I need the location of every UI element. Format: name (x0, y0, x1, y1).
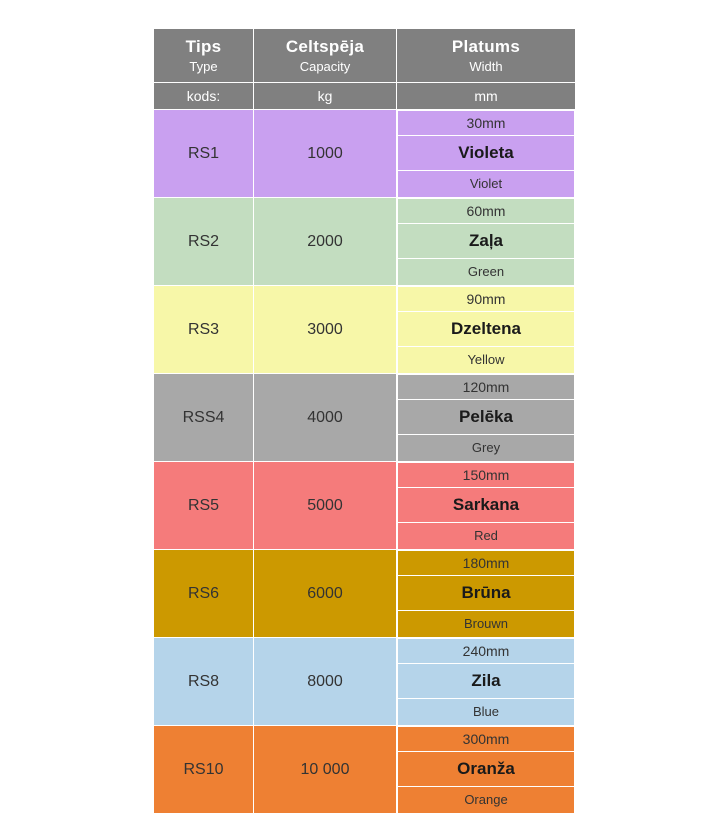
table-row (154, 550, 576, 638)
width-color-lv: Pelēka (398, 400, 575, 435)
cell-type-code: RS6 (154, 550, 254, 638)
width-color-en: Grey (398, 435, 575, 462)
cell-width-group (397, 638, 576, 726)
table-row (154, 198, 576, 286)
table-header (154, 29, 576, 110)
cell-capacity: 10 000 (254, 726, 397, 814)
width-color-en: Yellow (398, 347, 575, 374)
table-row (154, 638, 576, 726)
width-color-lv: Oranža (398, 752, 575, 787)
width-detail-table (397, 198, 575, 285)
width-color-lv: Brūna (398, 576, 575, 611)
cell-width-group (397, 110, 576, 198)
sling-specification-table (153, 28, 576, 814)
width-color-en: Violet (398, 171, 575, 198)
header-row-units (154, 83, 576, 110)
width-size-label: 90mm (398, 287, 575, 312)
width-color-lv: Zaļa (398, 224, 575, 259)
width-color-en: Green (398, 259, 575, 286)
header-unit-type: kods: (154, 83, 254, 110)
width-color-en: Red (398, 523, 575, 550)
cell-capacity: 6000 (254, 550, 397, 638)
header-row-titles (154, 29, 576, 83)
width-size-label: 120mm (398, 375, 575, 400)
width-size-label: 150mm (398, 463, 575, 488)
cell-type-code: RSS4 (154, 374, 254, 462)
header-capacity-lv: Celtspēja (285, 37, 365, 56)
cell-type-code: RS1 (154, 110, 254, 198)
header-cell-capacity (254, 29, 397, 83)
table-row (154, 374, 576, 462)
cell-width-group (397, 286, 576, 374)
header-unit-capacity: kg (254, 83, 397, 110)
table-row (154, 726, 576, 814)
table-body (154, 110, 576, 814)
width-size-label: 300mm (398, 727, 575, 752)
header-type-en: Type (189, 59, 218, 74)
cell-type-code: RS5 (154, 462, 254, 550)
width-detail-table (397, 286, 575, 373)
header-type-lv: Tips (185, 37, 222, 56)
cell-capacity: 4000 (254, 374, 397, 462)
width-size-label: 30mm (398, 111, 575, 136)
cell-type-code: RS10 (154, 726, 254, 814)
width-color-en: Brouwn (398, 611, 575, 638)
width-size-label: 60mm (398, 199, 575, 224)
header-cell-type (154, 29, 254, 83)
table-row (154, 286, 576, 374)
width-detail-table (397, 374, 575, 461)
cell-capacity: 2000 (254, 198, 397, 286)
width-color-lv: Dzeltena (398, 312, 575, 347)
header-capacity-en: Capacity (299, 59, 351, 74)
width-detail-table (397, 638, 575, 725)
cell-width-group (397, 198, 576, 286)
header-unit-width: mm (397, 83, 576, 110)
cell-capacity: 3000 (254, 286, 397, 374)
header-width-lv: Platums (451, 37, 521, 56)
width-color-en: Blue (398, 699, 575, 726)
cell-width-group (397, 374, 576, 462)
table-row (154, 462, 576, 550)
cell-capacity: 1000 (254, 110, 397, 198)
width-detail-table (397, 550, 575, 637)
cell-capacity: 5000 (254, 462, 397, 550)
cell-capacity: 8000 (254, 638, 397, 726)
cell-type-code: RS2 (154, 198, 254, 286)
cell-type-code: RS3 (154, 286, 254, 374)
width-color-lv: Sarkana (398, 488, 575, 523)
header-cell-width (397, 29, 576, 83)
width-color-lv: Zila (398, 664, 575, 699)
width-detail-table (397, 462, 575, 549)
width-color-lv: Violeta (398, 136, 575, 171)
cell-width-group (397, 462, 576, 550)
width-size-label: 240mm (398, 639, 575, 664)
cell-type-code: RS8 (154, 638, 254, 726)
header-width-en: Width (469, 59, 503, 74)
width-detail-table (397, 726, 575, 813)
cell-width-group (397, 726, 576, 814)
table-row (154, 110, 576, 198)
cell-width-group (397, 550, 576, 638)
width-color-en: Orange (398, 787, 575, 814)
width-detail-table (397, 110, 575, 197)
width-size-label: 180mm (398, 551, 575, 576)
